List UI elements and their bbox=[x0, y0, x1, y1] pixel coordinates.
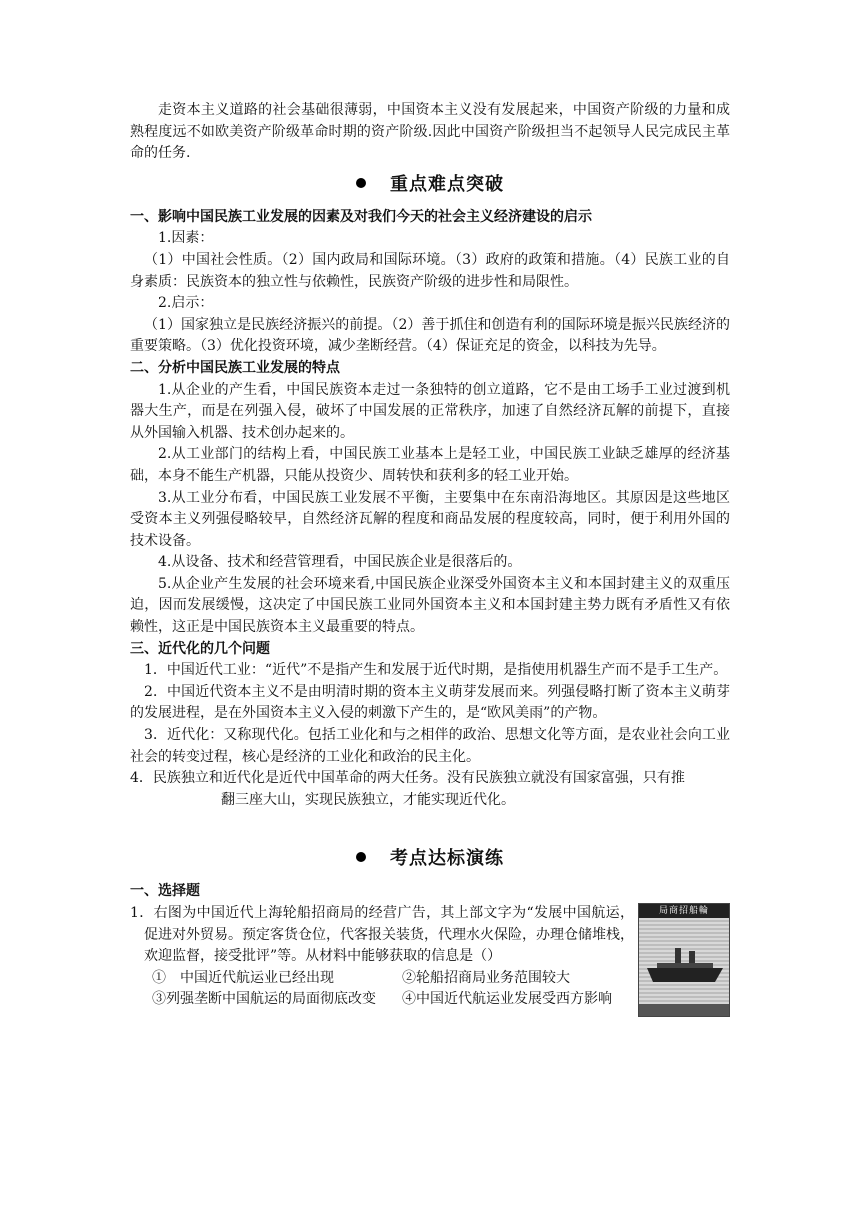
option-4[interactable]: ④中国近代航运业发展受西方影响 bbox=[402, 991, 612, 1008]
question-1-text: 1．右图为中国近代上海轮船招商局的经营广告，其上部文字为“发展中国航运，促进对外贸易。预定客货仓位，代客报关装货，代理水火保险，办理仓储堆栈，欢迎监督，接受批评”等。从材料中能够获取的信息是（） bbox=[130, 905, 634, 965]
question-1 bbox=[130, 903, 730, 1011]
characteristic-3: 3.从工业分布看，中国民族工业发展不平衡，主要集中在东南沿海地区。其原因是这些地区受资本主义列强侵略较早，自然经济瓦解的程度和商品发展的程度较高，同时，便于利用外国的技术设备。 bbox=[130, 489, 730, 549]
characteristic-1: 1.从企业的产生看，中国民族资本走过一条独特的创立道路，它不是由工场手工业过渡到机器大生产，而是在列强入侵，破坏了中国发展的正常秩序，加速了自然经济瓦解的前提下，直接从外国输入机器、技术创办起来的。 bbox=[130, 381, 730, 441]
section-heading-key-points bbox=[130, 171, 730, 199]
characteristic-2: 2.从工业部门的结构上看，中国民族工业基本上是轻工业，中国民族工业缺乏雄厚的经济基础，本身不能生产机器，只能从投资少、周转快和获利多的轻工业开始。 bbox=[130, 446, 730, 484]
inspiration-label: 2.启示： bbox=[158, 295, 214, 312]
intro-paragraph: 走资本主义道路的社会基础很薄弱，中国资本主义没有发展起来，中国资产阶级的力量和成熟程度远不如欧美资产阶级革命时期的资产阶级.因此中国资产阶级担当不起领导人民完成民主革命的任务. bbox=[130, 102, 730, 162]
factors-text: （1）中国社会性质。（2）国内政局和国际环境。（3）政府的政策和措施。（4）民族工业的自身素质：民族资本的独立性与依赖性，民族资产阶级的进步性和局限性。 bbox=[130, 251, 730, 290]
modernization-4-line2: 翻三座大山，实现民族独立，才能实现近代化。 bbox=[221, 791, 515, 808]
steamship-advertisement-image bbox=[638, 903, 730, 1017]
factors-label: 1.因素： bbox=[158, 230, 214, 247]
advertisement-body bbox=[639, 918, 729, 1004]
heading-characteristics: 二、分析中国民族工业发展的特点 bbox=[130, 359, 340, 376]
advertisement-footer bbox=[639, 1004, 729, 1016]
modernization-4 bbox=[130, 768, 730, 811]
inspiration-text: （1）国家独立是民族经济振兴的前提。（2）善于抓住和创造有利的国际环境是振兴民族经济的重要策略。（3）优化投资环境，减少垄断经营。（4）保证充足的资金，以科技为先导。 bbox=[130, 316, 730, 355]
option-2[interactable]: ②轮船招商局业务范围较大 bbox=[402, 969, 570, 986]
heading-multiple-choice: 一、选择题 bbox=[130, 883, 200, 900]
characteristic-4: 4.从设备、技术和经营管理看，中国民族企业是很落后的。 bbox=[158, 554, 522, 571]
bullet-icon bbox=[356, 178, 366, 188]
characteristic-5: 5.从企业产生发展的社会环境来看,中国民族企业深受外国资本主义和本国封建主义的双重压迫，因而发展缓慢，这决定了中国民族工业同外国资本主义和本国封建主势力既有矛盾性又有依赖性，这正是中国民族资本主义最重要的特点。 bbox=[130, 575, 730, 636]
bullet-icon bbox=[356, 852, 366, 862]
section-title: 重点难点突破 bbox=[390, 173, 504, 195]
advertisement-heading: 局商招船輪 bbox=[639, 904, 729, 918]
document-page bbox=[130, 100, 730, 1011]
option-1[interactable]: ① 中国近代航运业已经出现 bbox=[152, 969, 334, 986]
section-heading-exercises bbox=[130, 845, 730, 873]
modernization-3: 3．近代化：又称现代化。包括工业化和与之相伴的政治、思想文化等方面，是农业社会向工业社会的转变过程，核心是经济的工业化和政治的民主化。 bbox=[130, 727, 730, 765]
modernization-4-line1: 4．民族独立和近代化是近代中国革命的两大任务。没有民族独立就没有国家富强，只有推 bbox=[130, 770, 685, 787]
option-3[interactable]: ③列强垄断中国航运的局面彻底改变 bbox=[152, 991, 376, 1008]
modernization-1: 1．中国近代工业：“近代”不是指产生和发展于近代时期，是指使用机器生产而不是手工生产。 bbox=[144, 662, 728, 679]
heading-factors: 一、影响中国民族工业发展的因素及对我们今天的社会主义经济建设的启示 bbox=[130, 208, 592, 225]
heading-modernization: 三、近代化的几个问题 bbox=[130, 640, 270, 657]
section-title: 考点达标演练 bbox=[390, 848, 504, 870]
modernization-2: 2．中国近代资本主义不是由明清时期的资本主义萌芽发展而来。列强侵略打断了资本主义萌芽的发展进程，是在外国资本主义入侵的刺激下产生的，是“欧风美雨”的产物。 bbox=[130, 683, 730, 722]
steamship-icon bbox=[645, 946, 725, 986]
